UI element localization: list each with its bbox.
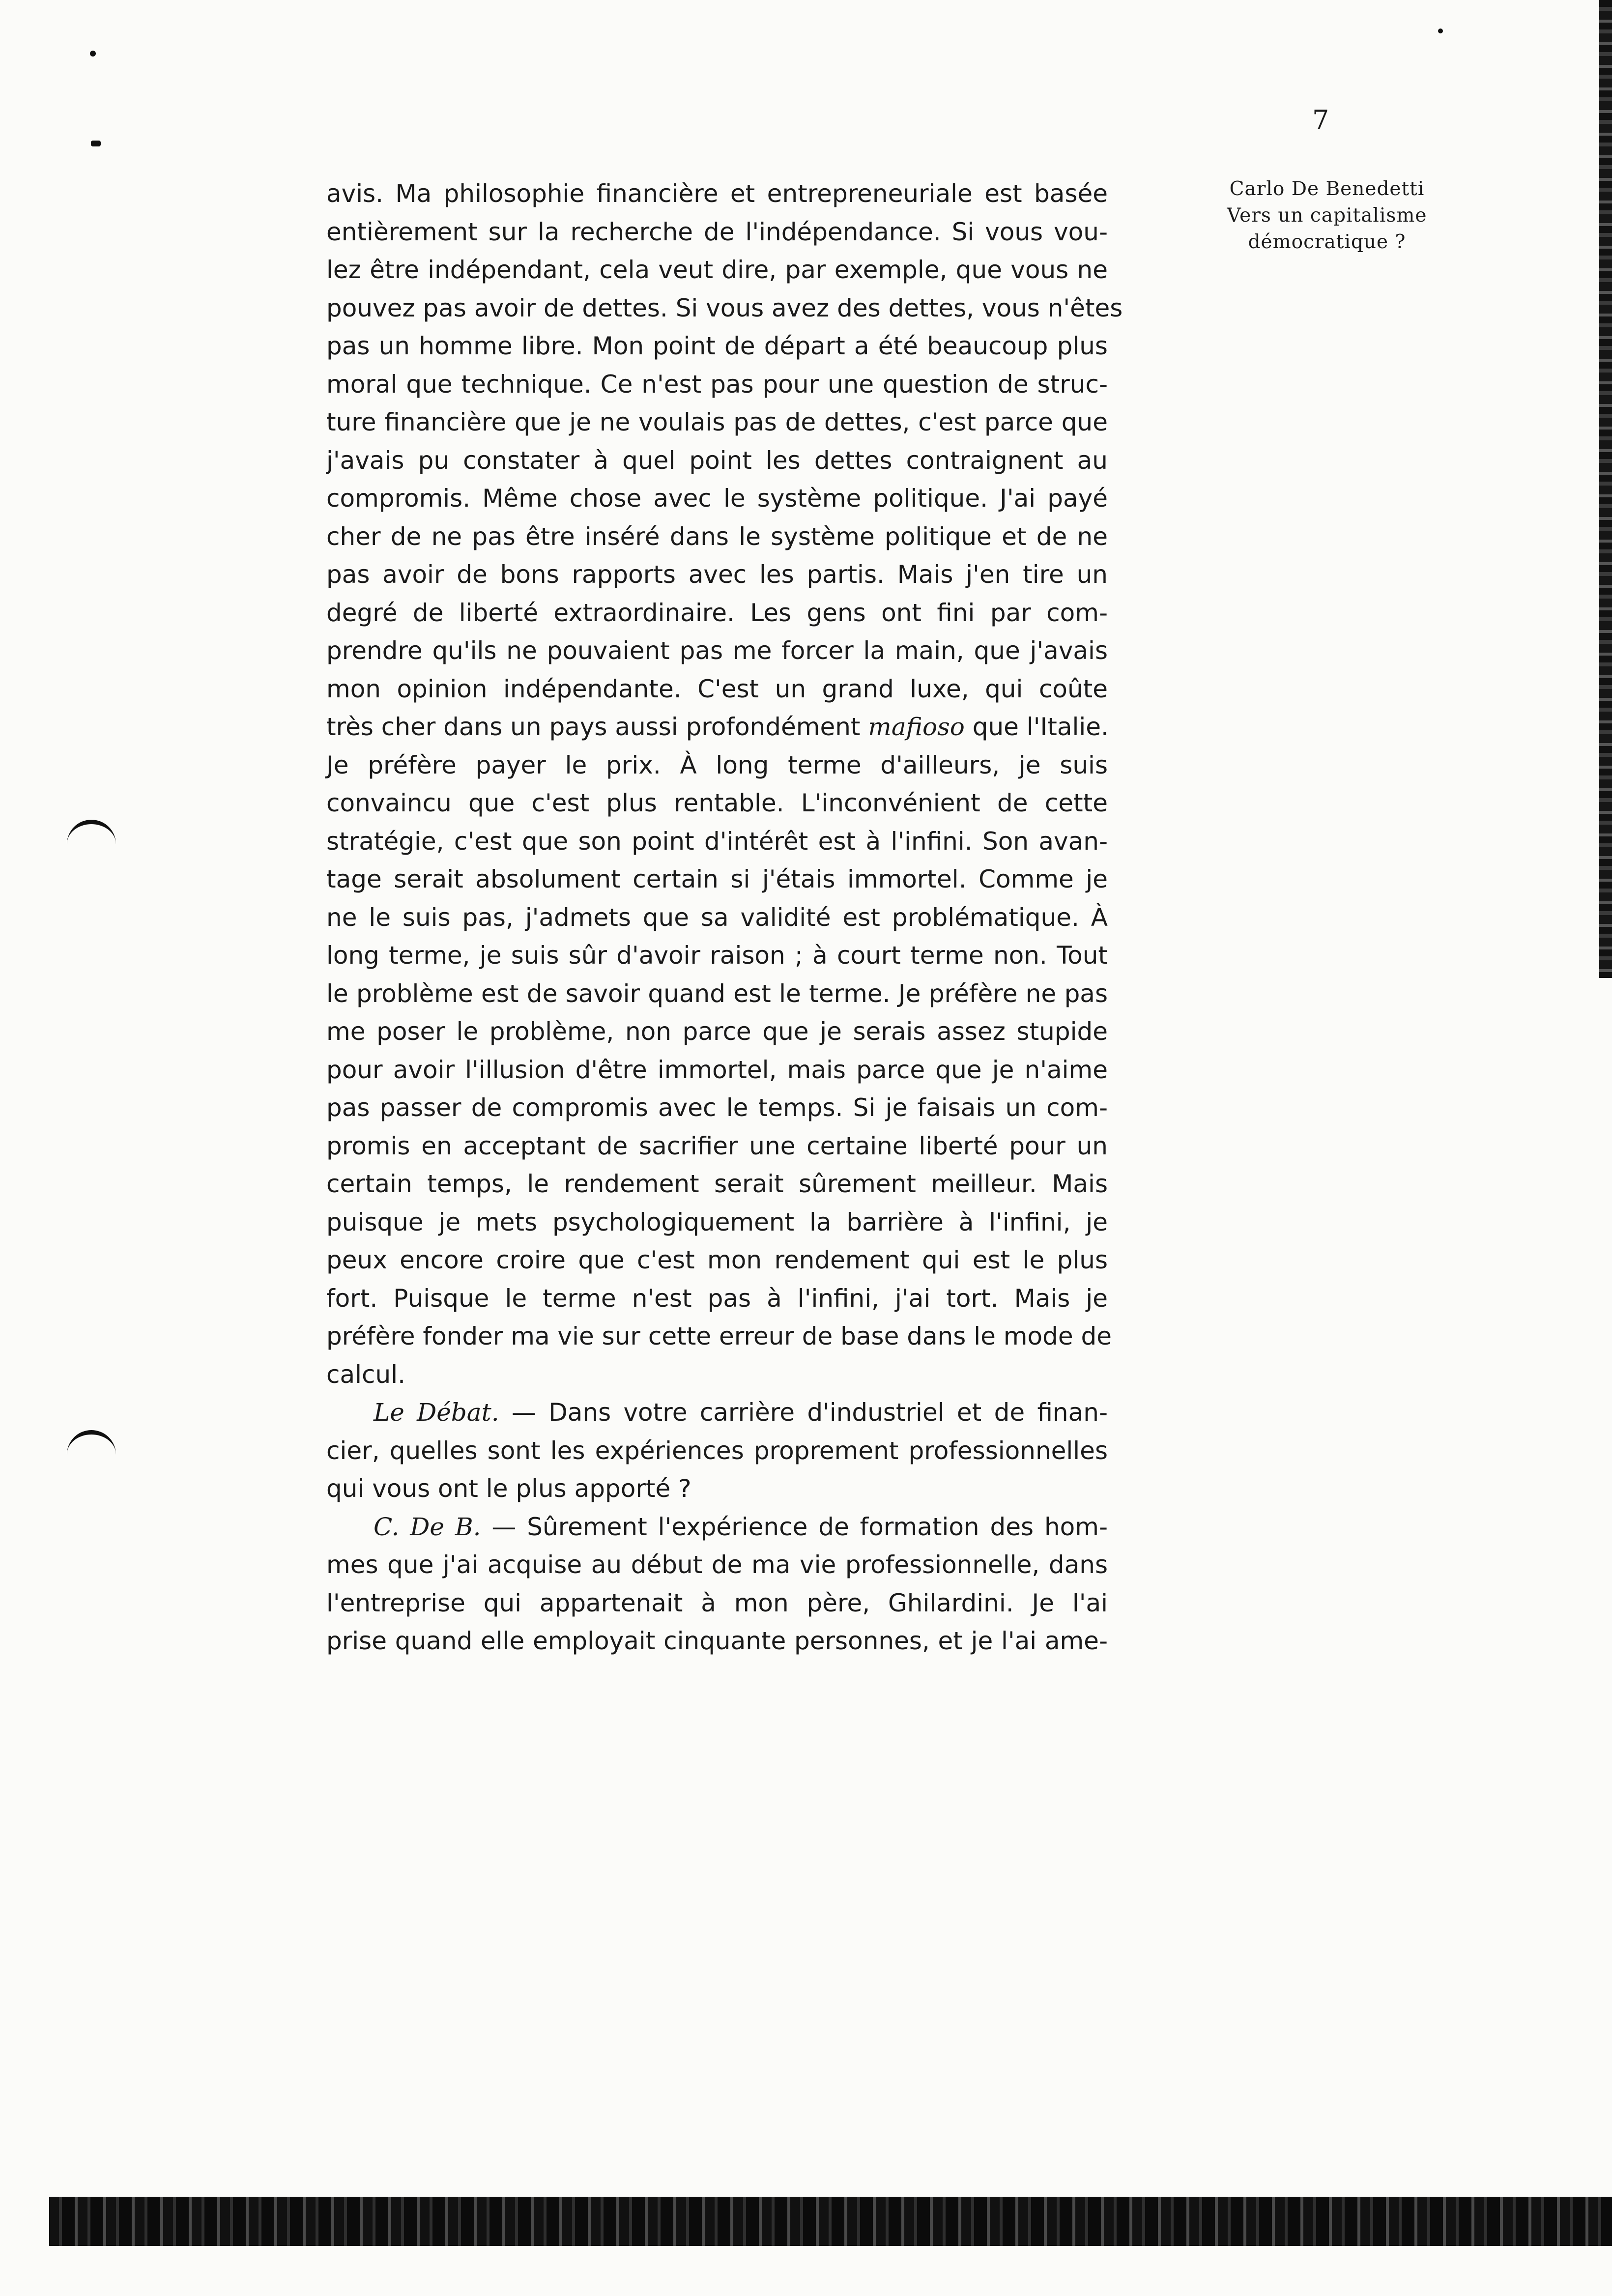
answer-line: [326, 1508, 1108, 1547]
scan-arc-mark: [67, 1430, 116, 1464]
text-line: prise quand elle employait cinquante personnes, et je l'ai ame-: [326, 1627, 1108, 1655]
text-line: l'entreprise qui appartenait à mon père, Ghilardini. Je l'ai: [326, 1588, 1108, 1617]
text-line: préfère fonder ma vie sur cette erreur de base dans le mode de: [326, 1322, 1112, 1350]
scan-arc-mark: [67, 820, 116, 854]
text-line: pas passer de compromis avec le temps. Si je faisais un com-: [326, 1093, 1108, 1122]
speaker-c-de-b: C. De B.: [374, 1512, 481, 1541]
text-line: me poser le problème, non parce que je serais assez stupide: [326, 1017, 1108, 1046]
text-line: long terme, je suis sûr d'avoir raison ; à court terme non. Tout: [326, 941, 1108, 970]
running-head: [1194, 176, 1460, 256]
text-line: pas avoir de bons rapports avec les partis. Mais j'en tire un: [326, 560, 1108, 589]
text-line: tage serait absolument certain si j'étais immortel. Comme je: [326, 865, 1108, 893]
page-number: 7: [1312, 105, 1329, 136]
running-head-author: Carlo De Benedetti: [1229, 178, 1425, 200]
italic-word-mafioso: mafioso: [868, 713, 965, 741]
text-line: Je préfère payer le prix. À long terme d'ailleurs, je suis: [326, 750, 1108, 779]
scan-speck: [91, 141, 101, 146]
text-line: calcul.: [326, 1360, 405, 1389]
text-line: moral que technique. Ce n'est pas pour une question de struc-: [326, 370, 1108, 399]
text-line: puisque je mets psychologiquement la barrière à l'infini, je: [326, 1207, 1108, 1236]
text-line-mafioso: [326, 708, 1108, 746]
text-line: convaincu que c'est plus rentable. L'inconvénient de cette: [326, 789, 1108, 817]
text-line: certain temps, le rendement serait sûrement meilleur. Mais: [326, 1170, 1108, 1198]
text-line: degré de liberté extraordinaire. Les gens ont fini par com-: [326, 598, 1108, 627]
text-segment: très cher dans un pays aussi profondément: [326, 713, 861, 741]
text-line: promis en acceptant de sacrifier une certaine liberté pour un: [326, 1131, 1108, 1160]
text-line: prendre qu'ils ne pouvaient pas me forcer la main, que j'avais: [326, 636, 1108, 665]
text-line: pour avoir l'illusion d'être immortel, mais parce que je n'aime: [326, 1055, 1108, 1084]
text-line: ture financière que je ne voulais pas de dettes, c'est parce que: [326, 408, 1108, 436]
question-line: [326, 1394, 1108, 1432]
text-segment: que l'Italie.: [972, 713, 1109, 741]
text-line: cier, quelles sont les expériences proprement professionnelles: [326, 1436, 1108, 1465]
text-line: fort. Puisque le terme n'est pas à l'infini, j'ai tort. Mais je: [326, 1284, 1108, 1313]
text-line: entièrement sur la recherche de l'indépendance. Si vous vou-: [326, 217, 1108, 246]
text-line: lez être indépendant, cela veut dire, par exemple, que vous ne: [326, 256, 1108, 284]
text-line: stratégie, c'est que son point d'intérêt est à l'infini. Son avan-: [326, 827, 1108, 856]
text-line: ne le suis pas, j'admets que sa validité est problématique. À: [326, 903, 1108, 932]
text-line: compromis. Même chose avec le système politique. J'ai payé: [326, 484, 1108, 513]
text-line: peux encore croire que c'est mon rendement qui est le plus: [326, 1246, 1108, 1274]
text-line: mon opinion indépendante. C'est un grand luxe, qui coûte: [326, 674, 1108, 703]
scan-speck: [90, 51, 96, 57]
scan-edge-shadow: [1599, 0, 1612, 978]
text-segment: — Dans votre carrière d'industriel et de finan-: [499, 1398, 1108, 1427]
text-line: j'avais pu constater à quel point les dettes contraignent au: [326, 446, 1108, 475]
text-line: le problème est de savoir quand est le terme. Je préfère ne pas: [326, 979, 1108, 1008]
scan-speck: [1438, 29, 1443, 33]
text-line: pouvez pas avoir de dettes. Si vous avez des dettes, vous n'êtes: [326, 293, 1123, 322]
text-line: qui vous ont le plus apporté ?: [326, 1474, 691, 1503]
scan-bottom-band: [49, 2197, 1612, 2246]
text-line: mes que j'ai acquise au début de ma vie professionnelle, dans: [326, 1550, 1108, 1579]
text-segment: — Sûrement l'expérience de formation des hom-: [481, 1512, 1108, 1541]
text-line: cher de ne pas être inséré dans le système politique et de ne: [326, 522, 1108, 551]
running-head-title: Vers un capitalisme: [1227, 204, 1427, 227]
running-head-title-end: démocratique ?: [1248, 231, 1406, 253]
text-line: avis. Ma philosophie financière et entrepreneuriale est basée: [326, 179, 1108, 208]
speaker-le-debat: Le Débat.: [374, 1398, 499, 1427]
body-text: [326, 175, 1123, 1661]
text-line: pas un homme libre. Mon point de départ a été beaucoup plus: [326, 332, 1108, 360]
